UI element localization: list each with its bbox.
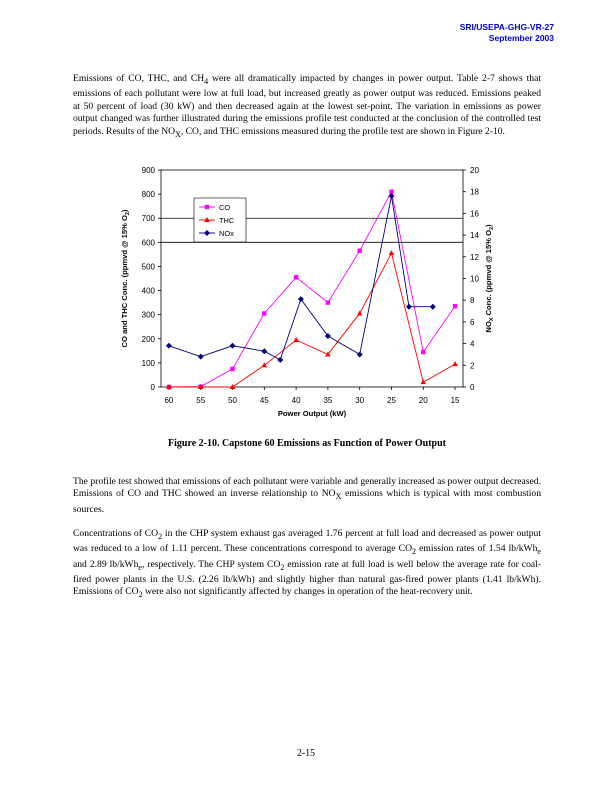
data-point-nox — [230, 343, 236, 349]
y-tick-label: 800 — [141, 190, 155, 200]
page-number: 2-15 — [296, 748, 316, 759]
report-date: September 2003 — [488, 32, 554, 43]
data-point-thc — [357, 310, 363, 315]
legend-label: THC — [219, 216, 235, 225]
data-point-nox — [430, 304, 436, 310]
data-point-nox — [198, 354, 204, 360]
y2-axis-title: $NO_X$ Conc. (ppmvd @ 15% $O_2$) — [484, 224, 495, 333]
x-tick-label: 60 — [164, 396, 174, 405]
y-tick-label: 600 — [141, 238, 155, 248]
x-tick-label: 40 — [291, 396, 301, 405]
figure-caption: Figure 2-10. Capstone 60 Emissions as Function of Power Output — [168, 438, 446, 449]
y2-tick-label: 6 — [470, 317, 475, 327]
legend-label: NOx — [219, 229, 234, 238]
data-point-thc — [230, 384, 236, 389]
y-tick-label: 0 — [150, 383, 155, 392]
report-id: SRI/USEPA-GHG-VR-27 — [459, 22, 554, 32]
y-tick-label: 900 — [141, 166, 155, 175]
x-tick-label: 35 — [323, 396, 333, 405]
y-tick-label: 400 — [141, 286, 155, 296]
y2-tick-label: 10 — [470, 274, 479, 284]
y2-tick-label: 18 — [470, 187, 479, 197]
data-point-thc — [389, 250, 395, 255]
paragraph-emissions-intro: Emissions of CO, THC, and $CH_4$ were all dramatically impacted by changes in power output. Table 2-7 shows that emissions of each pollutant were low at full load, but increased greatly as power output was reduced. Emissions peaked at 50 percent of load (30 kW) and then decreased again at the lowest set-point. The variation in emissions as power output changed was further illustrated during the emissions profile test conducted at the conclusion of the controlled test periods. Results of the $NO_X$, CO, and THC emissions measured during the profile test are shown in Figure 2-10. — [73, 73, 541, 139]
legend-label: CO — [219, 203, 231, 212]
paragraph-profile-test: The profile test showed that emissions of each pollutant were variable and generally increased as power output decreased. Emissions of CO and THC showed an inverse relationship to $NO_X$ emissions which is typical with most combustion sources. — [73, 476, 541, 515]
series-line-thc — [169, 253, 455, 387]
x-tick-label: 50 — [228, 396, 237, 405]
y2-tick-label: 12 — [470, 252, 479, 262]
paragraph-co2-concentrations: Concentrations of $CO_2$ in the CHP system exhaust gas averaged 1.76 percent at full load and decreased as power output was reduced to a low of 1.11 percent. These concentrations correspond to average $CO_2$ emission rates of 1.54 lb/kWh$_e$ and 2.89 lb/kWh$_e$, respectively. The CHP system $CO_2$ emission rate at full load is well below the average rate for coal-fired power plants in the U.S. (2.26 lb/kWh) and slightly higher than natural gas-fired power plants (1.41 lb/kWh). Emissions of $CO_2$ were also not significantly affected by changes in operation of the heat-recovery unit. — [73, 528, 542, 600]
data-point-nox — [357, 351, 363, 357]
y2-tick-label: 16 — [470, 209, 479, 219]
x-tick-label: 45 — [259, 396, 269, 405]
y2-tick-label: 20 — [470, 166, 479, 175]
y2-tick-label: 4 — [470, 339, 475, 349]
y2-tick-label: 2 — [470, 361, 475, 371]
y-tick-label: 200 — [141, 334, 155, 344]
data-point-thc — [420, 379, 426, 384]
y-axis-title: CO and THC Conc. (ppmvd @ 15% $O_2$) — [120, 209, 131, 348]
data-point-nox — [277, 357, 283, 363]
data-point-co — [294, 275, 298, 279]
y-tick-label: 100 — [141, 358, 155, 368]
data-point-thc — [452, 361, 458, 366]
data-point-thc — [293, 337, 299, 342]
data-point-co — [230, 367, 234, 371]
x-tick-label: 30 — [355, 396, 365, 405]
x-tick-label: 15 — [450, 396, 460, 405]
y-tick-label: 500 — [141, 262, 155, 272]
data-point-thc — [262, 362, 268, 367]
data-point-co — [421, 350, 425, 354]
data-point-nox — [388, 193, 394, 199]
x-tick-label: 20 — [418, 396, 428, 405]
legend-swatch-marker — [205, 205, 209, 209]
y2-tick-label: 8 — [470, 296, 475, 306]
data-point-nox — [325, 333, 331, 339]
x-tick-label: 55 — [196, 396, 206, 405]
x-tick-label: 25 — [387, 396, 396, 405]
data-point-nox — [298, 296, 304, 302]
data-point-co — [262, 311, 266, 315]
y-tick-label: 700 — [141, 214, 155, 224]
y2-tick-label: 14 — [470, 231, 479, 241]
data-point-nox — [261, 348, 267, 354]
data-point-co — [326, 300, 330, 304]
data-point-co — [453, 304, 457, 308]
data-point-nox — [166, 343, 172, 349]
y2-tick-label: 0 — [470, 383, 475, 392]
y-tick-label: 300 — [141, 310, 155, 320]
data-point-co — [357, 249, 361, 253]
data-point-nox — [406, 304, 412, 310]
x-axis-title: Power Output (kW) — [277, 409, 347, 418]
